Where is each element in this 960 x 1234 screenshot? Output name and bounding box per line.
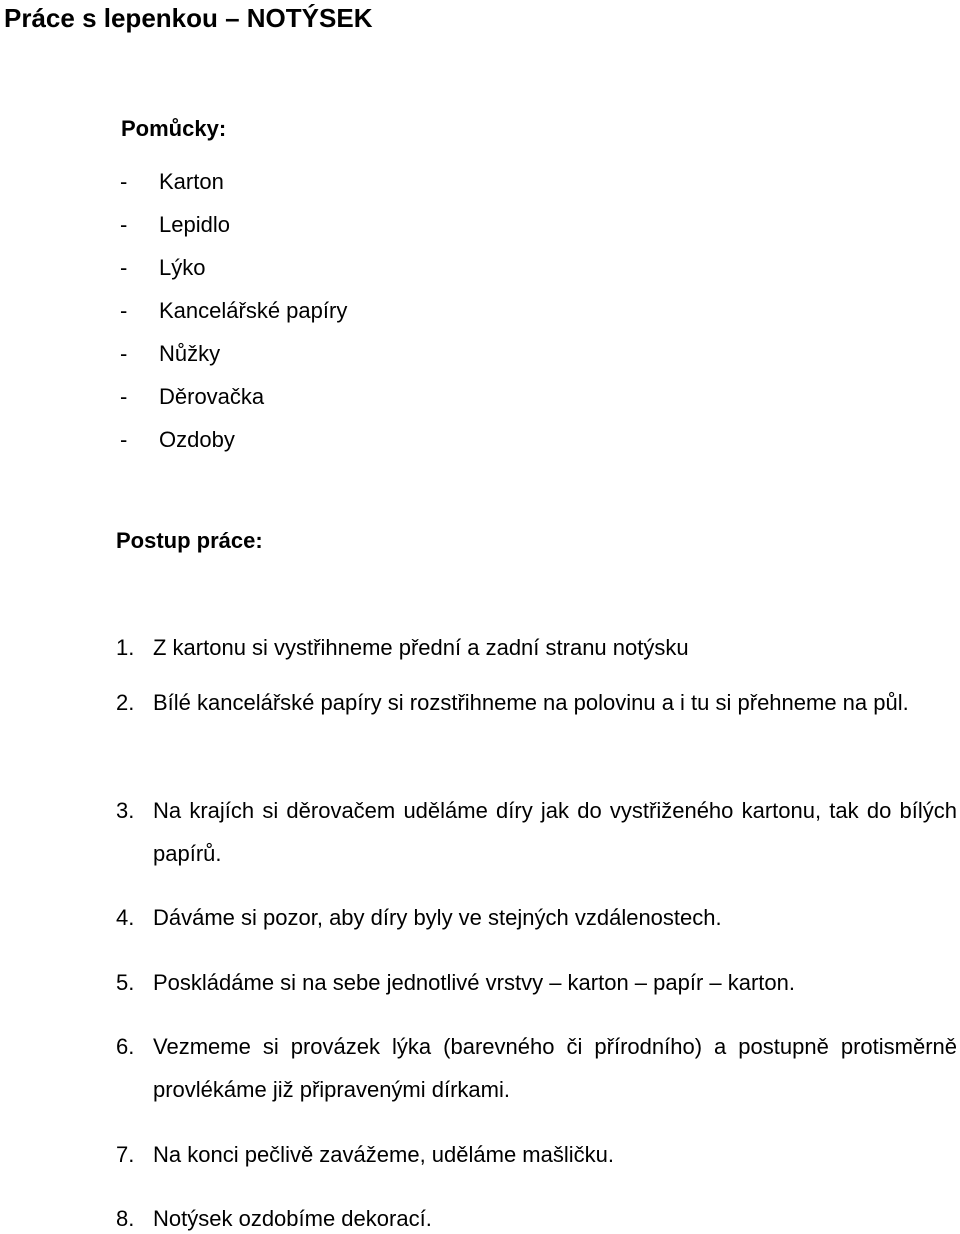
list-dash: - — [120, 169, 128, 194]
step-text: Dáváme si pozor, aby díry byly ve stejných vzdálenostech. — [153, 905, 722, 930]
list-item-text: Karton — [159, 169, 224, 194]
step-text: Na konci pečlivě zavážeme, uděláme mašličku. — [153, 1142, 614, 1167]
list-item-text: Lepidlo — [159, 212, 230, 237]
step-text: Vezmeme si provázek lýka (barevného či přírodního) a postupně protisměrně provlékáme již připravenými dírkami. — [153, 1034, 957, 1102]
step-number: 8. — [116, 1206, 135, 1231]
list-item-text: Ozdoby — [159, 427, 235, 452]
list-item-text: Děrovačka — [159, 384, 265, 409]
step-number: 7. — [116, 1142, 135, 1167]
step-text: Bílé kancelářské papíry si rozstřihneme na polovinu a i tu si přehneme na půl. — [153, 690, 909, 715]
step-number: 5. — [116, 970, 135, 995]
step-number: 3. — [116, 798, 135, 823]
step-text: Na krajích si děrovačem uděláme díry jak do vystřiženého kartonu, tak do bílých papírů. — [153, 798, 957, 866]
list-dash: - — [120, 212, 128, 237]
list-dash: - — [120, 255, 128, 280]
page-title: Práce s lepenkou – NOTÝSEK — [4, 3, 373, 33]
step-number: 6. — [116, 1034, 135, 1059]
step-text: Notýsek ozdobíme dekorací. — [153, 1206, 432, 1231]
list-item-text: Lýko — [159, 255, 206, 280]
step-number: 1. — [116, 635, 135, 660]
tools-heading: Pomůcky: — [121, 116, 227, 141]
list-dash: - — [120, 384, 128, 409]
list-dash: - — [120, 341, 128, 366]
step-number: 2. — [116, 690, 135, 715]
procedure-heading: Postup práce: — [116, 528, 263, 553]
step-text: Poskládáme si na sebe jednotlivé vrstvy – karton – papír – karton. — [153, 970, 796, 995]
list-item-text: Nůžky — [159, 341, 221, 366]
list-dash: - — [120, 427, 128, 452]
step-text: Z kartonu si vystřihneme přední a zadní stranu notýsku — [153, 635, 689, 660]
list-item-text: Kancelářské papíry — [159, 298, 348, 323]
list-dash: - — [120, 298, 128, 323]
step-number: 4. — [116, 905, 135, 930]
